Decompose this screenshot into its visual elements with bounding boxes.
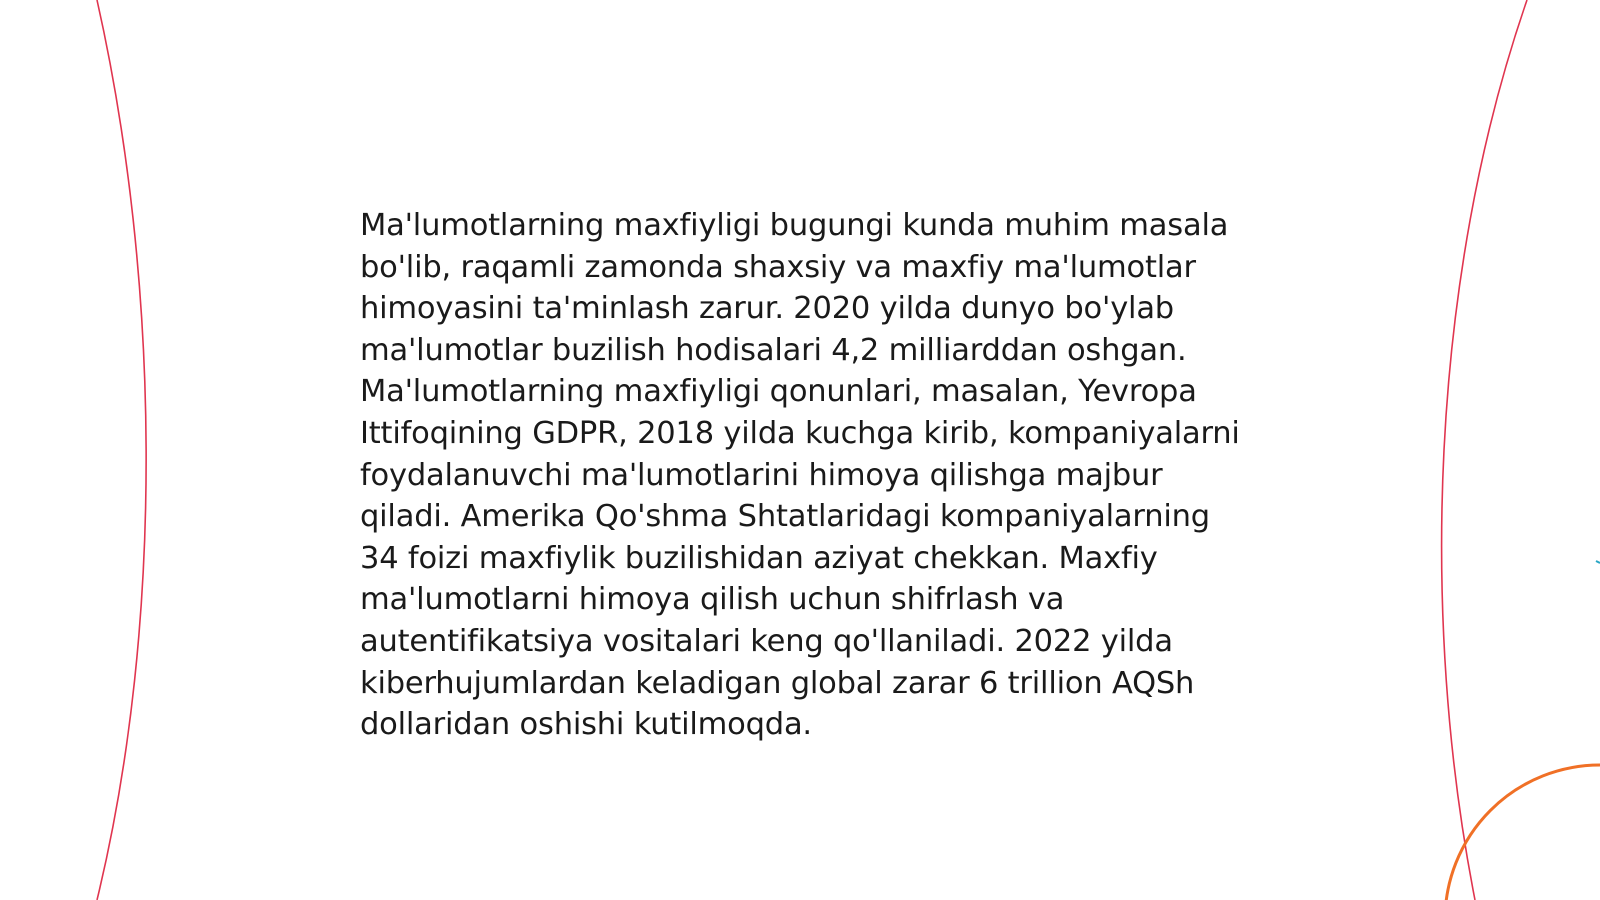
right-curve-line — [1442, 0, 1527, 900]
slide-body-text: Ma'lumotlarning maxfiyligi bugungi kunda muhim masala bo'lib, raqamli zamonda shaxsiy va maxfiy ma'lumotlar himoyasini ta'minlash zarur. 2020 yilda dunyo bo'ylab ma'lumotlar buzilish hodisalari 4,2 milliarddan oshgan. Ma'lumotlarning maxfiyligi qonunlari, masalan, Yevropa Ittifoqining GDPR, 2018 yilda kuchga kirib, kompaniyalarni foydalanuvchi ma'lumotlarini himoya qilishga majbur qiladi. Amerika Qo'shma Shtatlaridagi kompaniyalarning 34 foizi maxfiylik buzilishidan aziyat chekkan. Maxfiy ma'lumotlarni himoya qilish uchun shifrlash va autentifikatsiya vositalari keng qo'llaniladi. 2022 yilda kiberhujumlardan keladigan global zarar 6 trillion AQSh dollaridan oshishi kutilmoqda. — [360, 208, 1240, 743]
left-curve-line — [97, 0, 146, 900]
orange-circle-arc — [1445, 765, 1600, 900]
teal-accent-mark — [1596, 561, 1600, 563]
